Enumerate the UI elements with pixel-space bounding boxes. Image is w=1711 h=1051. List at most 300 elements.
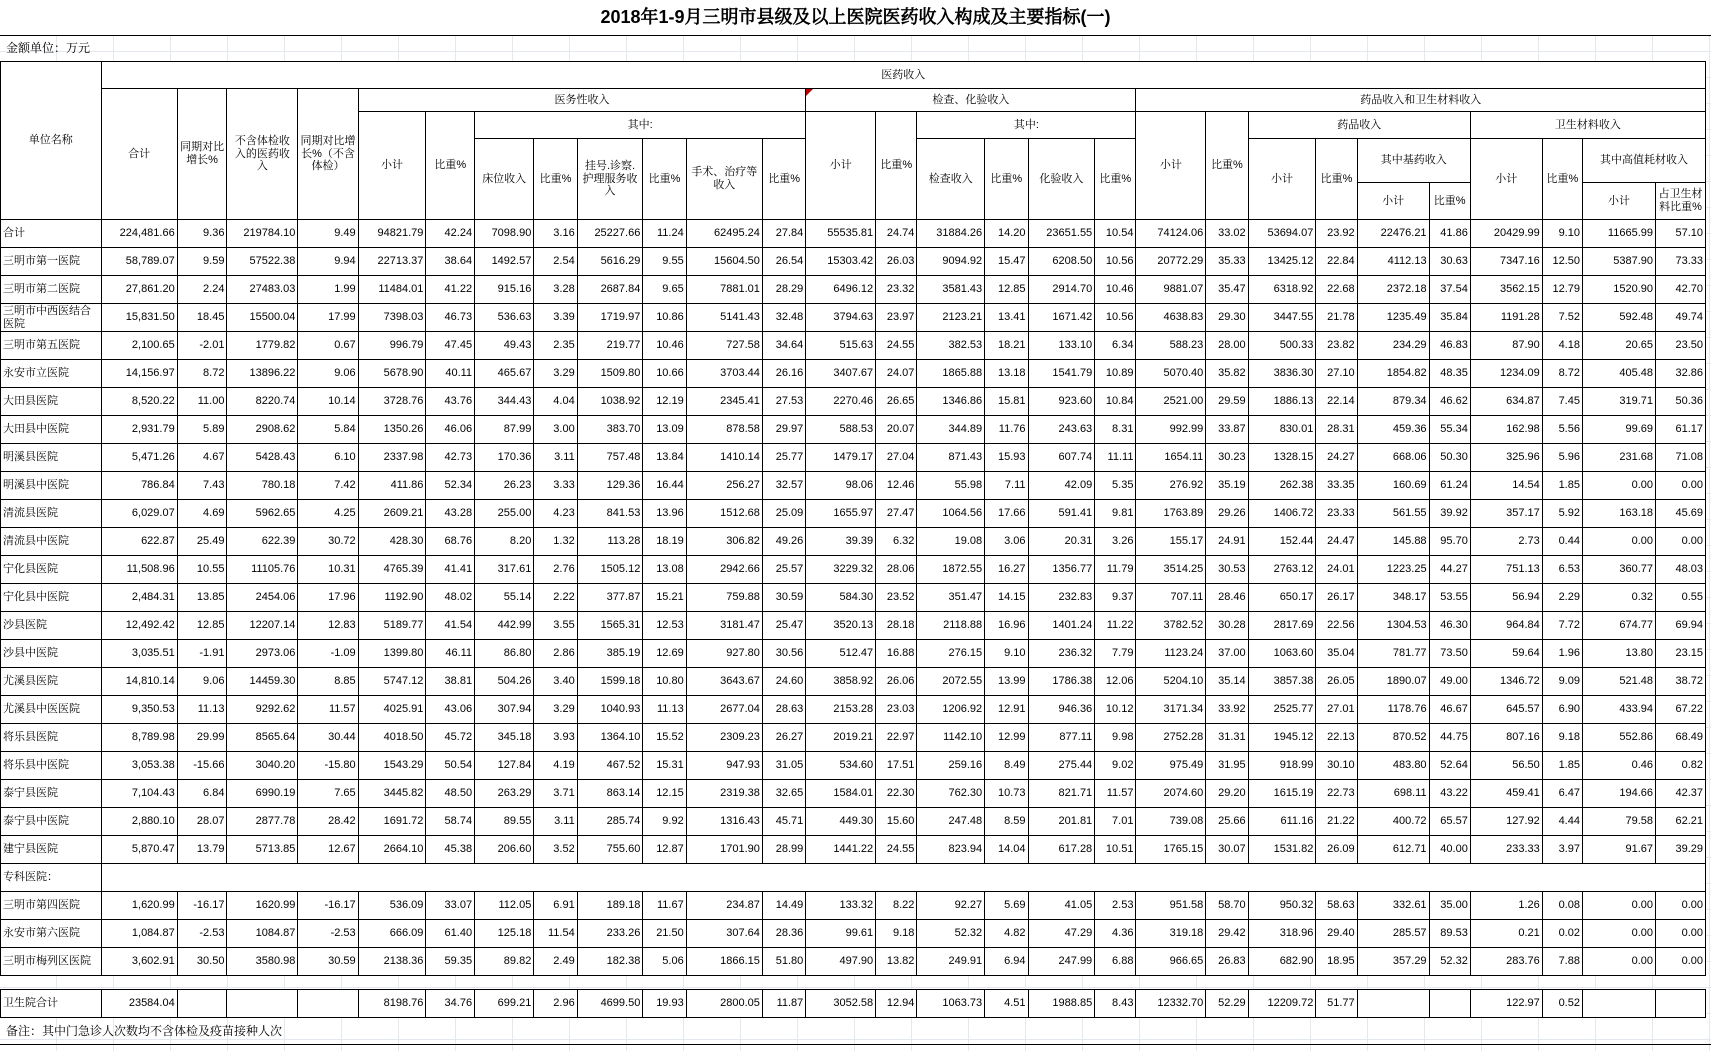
value-cell[interactable]: 592.48 [1582, 304, 1655, 332]
value-cell[interactable]: 9.65 [643, 276, 686, 304]
value-cell[interactable]: 674.77 [1582, 612, 1655, 640]
value-cell[interactable]: 30.23 [1206, 444, 1248, 472]
value-cell[interactable]: 14.20 [985, 220, 1028, 248]
value-cell[interactable]: 3.52 [534, 836, 577, 864]
value-cell[interactable]: 0.46 [1582, 752, 1655, 780]
value-cell[interactable] [1582, 990, 1655, 1018]
value-cell[interactable]: 25.77 [762, 444, 805, 472]
value-cell[interactable]: 1346.86 [917, 388, 985, 416]
value-cell[interactable]: 20.65 [1582, 332, 1655, 360]
value-cell[interactable]: 7398.03 [358, 304, 426, 332]
value-cell[interactable]: 18.45 [177, 304, 227, 332]
value-cell[interactable]: 24.01 [1316, 556, 1357, 584]
value-cell[interactable]: 22.68 [1316, 276, 1357, 304]
row-name-cell[interactable]: 沙县医院 [1, 612, 102, 640]
value-cell[interactable]: 755.60 [577, 836, 643, 864]
value-cell[interactable]: 5,471.26 [101, 444, 177, 472]
value-cell[interactable]: 4.67 [177, 444, 227, 472]
value-cell[interactable]: 56.50 [1470, 752, 1542, 780]
value-cell[interactable]: 459.36 [1357, 416, 1429, 444]
value-cell[interactable]: 41.41 [426, 556, 475, 584]
value-cell[interactable]: 1316.43 [686, 808, 762, 836]
value-cell[interactable]: 12.79 [1542, 276, 1582, 304]
value-cell[interactable]: 357.29 [1357, 948, 1429, 976]
header-jiyao-bizhong[interactable]: 比重% [1429, 183, 1470, 220]
value-cell[interactable]: 617.28 [1028, 836, 1095, 864]
header-jiancha[interactable]: 检查收入 [917, 139, 985, 220]
value-cell[interactable]: 1492.57 [475, 248, 534, 276]
value-cell[interactable]: 1615.19 [1248, 780, 1316, 808]
value-cell[interactable]: 34.64 [762, 332, 805, 360]
value-cell[interactable]: 344.89 [917, 416, 985, 444]
value-cell[interactable]: 807.16 [1470, 724, 1542, 752]
value-cell[interactable]: 2525.77 [1248, 696, 1316, 724]
value-cell[interactable]: 122.97 [1470, 990, 1542, 1018]
value-cell[interactable]: 26.03 [876, 248, 917, 276]
value-cell[interactable]: 8.43 [1095, 990, 1136, 1018]
value-cell[interactable]: 45.38 [426, 836, 475, 864]
value-cell[interactable]: 86.80 [475, 640, 534, 668]
value-cell[interactable]: 2,880.10 [101, 808, 177, 836]
value-cell[interactable]: 345.18 [475, 724, 534, 752]
header-jiyao-xiaoji[interactable]: 小计 [1357, 183, 1429, 220]
value-cell[interactable] [298, 990, 358, 1018]
value-cell[interactable]: 27.01 [1316, 696, 1357, 724]
header-yaocai-bizhong[interactable]: 比重% [1206, 112, 1248, 220]
value-cell[interactable]: 9292.62 [227, 696, 298, 724]
value-cell[interactable]: 2973.06 [227, 640, 298, 668]
value-cell[interactable]: 30.72 [298, 528, 358, 556]
value-cell[interactable]: 24.91 [1206, 528, 1248, 556]
value-cell[interactable]: 9.92 [643, 808, 686, 836]
value-cell[interactable]: 4.04 [534, 388, 577, 416]
value-cell[interactable]: 3.55 [534, 612, 577, 640]
value-cell[interactable]: 377.87 [577, 584, 643, 612]
value-cell[interactable]: 821.71 [1028, 780, 1095, 808]
value-cell[interactable]: 163.18 [1582, 500, 1655, 528]
value-cell[interactable]: 727.58 [686, 332, 762, 360]
value-cell[interactable]: 1865.88 [917, 360, 985, 388]
value-cell[interactable]: 3,602.91 [101, 948, 177, 976]
value-cell[interactable]: 1872.55 [917, 556, 985, 584]
value-cell[interactable]: 17.66 [985, 500, 1028, 528]
value-cell[interactable]: 14.15 [985, 584, 1028, 612]
value-cell[interactable]: 48.50 [426, 780, 475, 808]
value-cell[interactable]: 46.67 [1429, 696, 1470, 724]
value-cell[interactable]: 1,084.87 [101, 920, 177, 948]
value-cell[interactable]: 14.49 [762, 892, 805, 920]
value-cell[interactable]: 759.88 [686, 584, 762, 612]
value-cell[interactable]: 23584.04 [101, 990, 177, 1018]
value-cell[interactable]: 11.57 [298, 696, 358, 724]
value-cell[interactable]: 26.17 [1316, 584, 1357, 612]
value-cell[interactable]: 22.84 [1316, 248, 1357, 276]
value-cell[interactable]: 878.58 [686, 416, 762, 444]
value-cell[interactable]: 51.80 [762, 948, 805, 976]
row-name-cell[interactable]: 泰宁县中医院 [1, 808, 102, 836]
value-cell[interactable]: 483.80 [1357, 752, 1429, 780]
value-cell[interactable]: 35.82 [1206, 360, 1248, 388]
value-cell[interactable]: 7881.01 [686, 276, 762, 304]
value-cell[interactable]: 3.11 [534, 444, 577, 472]
header-yaopin-weicai[interactable]: 药品收入和卫生材料收入 [1136, 89, 1706, 112]
value-cell[interactable]: 996.79 [358, 332, 426, 360]
value-cell[interactable]: 2074.60 [1136, 780, 1206, 808]
value-cell[interactable]: 29.30 [1206, 304, 1248, 332]
value-cell[interactable]: 23.32 [876, 276, 917, 304]
value-cell[interactable]: 11.76 [985, 416, 1028, 444]
value-cell[interactable]: 7347.16 [1470, 248, 1542, 276]
value-cell[interactable]: 405.48 [1582, 360, 1655, 388]
value-cell[interactable]: 0.08 [1542, 892, 1582, 920]
value-cell[interactable]: 18.95 [1316, 948, 1357, 976]
value-cell[interactable]: 0.52 [1542, 990, 1582, 1018]
value-cell[interactable]: 7.42 [298, 472, 358, 500]
value-cell[interactable]: 1123.24 [1136, 640, 1206, 668]
value-cell[interactable]: 2.22 [534, 584, 577, 612]
value-cell[interactable]: 668.06 [1357, 444, 1429, 472]
value-cell[interactable]: 23.82 [1316, 332, 1357, 360]
value-cell[interactable]: 58.63 [1316, 892, 1357, 920]
value-cell[interactable]: 307.64 [686, 920, 762, 948]
header-yiwu-qizhong[interactable]: 其中: [475, 112, 806, 139]
value-cell[interactable]: 3782.52 [1136, 612, 1206, 640]
value-cell[interactable]: 11.79 [1095, 556, 1136, 584]
row-name-cell[interactable]: 清流县中医院 [1, 528, 102, 556]
value-cell[interactable]: 2664.10 [358, 836, 426, 864]
value-cell[interactable]: 11.24 [643, 220, 686, 248]
value-cell[interactable]: 16.44 [643, 472, 686, 500]
value-cell[interactable]: 1084.87 [227, 920, 298, 948]
value-cell[interactable]: 11105.76 [227, 556, 298, 584]
value-cell[interactable]: 3580.98 [227, 948, 298, 976]
value-cell[interactable]: 21.50 [643, 920, 686, 948]
value-cell[interactable]: 30.07 [1206, 836, 1248, 864]
value-cell[interactable]: 12.85 [985, 276, 1028, 304]
value-cell[interactable]: 317.61 [475, 556, 534, 584]
value-cell[interactable]: 8.49 [985, 752, 1028, 780]
value-cell[interactable]: 10.89 [1095, 360, 1136, 388]
value-cell[interactable]: 68.76 [426, 528, 475, 556]
value-cell[interactable]: 2,100.65 [101, 332, 177, 360]
value-cell[interactable]: 1.85 [1542, 752, 1582, 780]
value-cell[interactable]: 8198.76 [358, 990, 426, 1018]
value-cell[interactable]: 3581.43 [917, 276, 985, 304]
row-name-cell[interactable]: 三明市第一医院 [1, 248, 102, 276]
value-cell[interactable]: 966.65 [1136, 948, 1206, 976]
value-cell[interactable]: 9.37 [1095, 584, 1136, 612]
value-cell[interactable]: 3857.38 [1248, 668, 1316, 696]
value-cell[interactable]: 30.59 [298, 948, 358, 976]
header-shoushu[interactable]: 手术、治疗等收入 [686, 139, 762, 220]
value-cell[interactable]: 6.32 [876, 528, 917, 556]
header-weicai-shouru[interactable]: 卫生材料收入 [1470, 112, 1705, 139]
value-cell[interactable]: 58.70 [1206, 892, 1248, 920]
header-yiwu-shouru[interactable]: 医务性收入 [358, 89, 806, 112]
value-cell[interactable]: 35.04 [1316, 640, 1357, 668]
value-cell[interactable]: 263.29 [475, 780, 534, 808]
value-cell[interactable]: 155.17 [1136, 528, 1206, 556]
value-cell[interactable]: 11665.99 [1582, 220, 1655, 248]
value-cell[interactable]: 3,035.51 [101, 640, 177, 668]
value-cell[interactable]: 26.83 [1206, 948, 1248, 976]
value-cell[interactable]: 3836.30 [1248, 360, 1316, 388]
value-cell[interactable]: 13896.22 [227, 360, 298, 388]
value-cell[interactable]: 42.70 [1656, 276, 1706, 304]
header-weicai-bizhong[interactable]: 比重% [1542, 139, 1582, 220]
value-cell[interactable]: 10.46 [1095, 276, 1136, 304]
value-cell[interactable]: 28.18 [876, 612, 917, 640]
value-cell[interactable]: 1541.79 [1028, 360, 1095, 388]
header-chuangwei[interactable]: 床位收入 [475, 139, 534, 220]
value-cell[interactable]: 38.64 [426, 248, 475, 276]
value-cell[interactable] [227, 990, 298, 1018]
value-cell[interactable]: 2.24 [177, 276, 227, 304]
value-cell[interactable]: 79.58 [1582, 808, 1655, 836]
value-cell[interactable]: 18.19 [643, 528, 686, 556]
value-cell[interactable]: 49.00 [1429, 668, 1470, 696]
header-tongqi-buhan[interactable]: 同期对比增长%（不含体检） [298, 89, 358, 220]
value-cell[interactable]: 1.96 [1542, 640, 1582, 668]
value-cell[interactable]: 3.28 [534, 276, 577, 304]
value-cell[interactable]: 17.51 [876, 752, 917, 780]
value-cell[interactable]: 43.06 [426, 696, 475, 724]
value-cell[interactable]: 15303.42 [806, 248, 876, 276]
value-cell[interactable]: 32.57 [762, 472, 805, 500]
value-cell[interactable]: 7.52 [1542, 304, 1582, 332]
value-cell[interactable]: 1866.15 [686, 948, 762, 976]
value-cell[interactable]: 15.60 [876, 808, 917, 836]
value-cell[interactable]: 12.46 [876, 472, 917, 500]
value-cell[interactable]: 20772.29 [1136, 248, 1206, 276]
value-cell[interactable]: 4112.13 [1357, 248, 1429, 276]
value-cell[interactable]: 10.66 [643, 360, 686, 388]
value-cell[interactable]: 9,350.53 [101, 696, 177, 724]
value-cell[interactable]: 830.01 [1248, 416, 1316, 444]
value-cell[interactable]: 89.55 [475, 808, 534, 836]
value-cell[interactable]: 4.23 [534, 500, 577, 528]
value-cell[interactable]: 0.00 [1656, 528, 1706, 556]
value-cell[interactable]: 10.84 [1095, 388, 1136, 416]
value-cell[interactable]: 8.59 [985, 808, 1028, 836]
header-yaocai-xiaoji[interactable]: 小计 [1136, 112, 1206, 220]
value-cell[interactable]: 1.85 [1542, 472, 1582, 500]
value-cell[interactable]: 9.18 [1542, 724, 1582, 752]
value-cell[interactable]: 1328.15 [1248, 444, 1316, 472]
value-cell[interactable]: 698.11 [1357, 780, 1429, 808]
value-cell[interactable]: 32.48 [762, 304, 805, 332]
value-cell[interactable]: 4.82 [985, 920, 1028, 948]
value-cell[interactable]: 6.47 [1542, 780, 1582, 808]
value-cell[interactable]: 1178.76 [1357, 696, 1429, 724]
value-cell[interactable]: 47.29 [1028, 920, 1095, 948]
value-cell[interactable]: 74124.06 [1136, 220, 1206, 248]
value-cell[interactable]: 584.30 [806, 584, 876, 612]
value-cell[interactable]: 762.30 [917, 780, 985, 808]
header-tongqi-zengzhang[interactable]: 同期对比增长% [177, 89, 227, 220]
value-cell[interactable]: 12.06 [1095, 668, 1136, 696]
value-cell[interactable]: 46.11 [426, 640, 475, 668]
value-cell[interactable]: 62.21 [1656, 808, 1706, 836]
value-cell[interactable]: 29.42 [1206, 920, 1248, 948]
value-cell[interactable]: 15.47 [985, 248, 1028, 276]
value-cell[interactable]: 12,492.42 [101, 612, 177, 640]
value-cell[interactable]: 4.69 [177, 500, 227, 528]
value-cell[interactable]: 24.55 [876, 332, 917, 360]
row-name-cell[interactable]: 三明市梅列区医院 [1, 948, 102, 976]
value-cell[interactable]: 14,810.14 [101, 668, 177, 696]
value-cell[interactable]: 2.53 [1095, 892, 1136, 920]
row-name-cell[interactable]: 专科医院： [1, 864, 102, 892]
value-cell[interactable]: -2.53 [298, 920, 358, 948]
value-cell[interactable]: 31.31 [1206, 724, 1248, 752]
value-cell[interactable]: 504.26 [475, 668, 534, 696]
value-cell[interactable]: 3407.67 [806, 360, 876, 388]
value-cell[interactable]: 3643.67 [686, 668, 762, 696]
value-cell[interactable]: 9.49 [298, 220, 358, 248]
value-cell[interactable]: 23.33 [1316, 500, 1357, 528]
value-cell[interactable]: 35.47 [1206, 276, 1248, 304]
value-cell[interactable]: 0.00 [1582, 920, 1655, 948]
value-cell[interactable]: 27.47 [876, 500, 917, 528]
value-cell[interactable]: 182.38 [577, 948, 643, 976]
value-cell[interactable]: 11.22 [1095, 612, 1136, 640]
value-cell[interactable]: 12.69 [643, 640, 686, 668]
value-cell[interactable]: 28.31 [1316, 416, 1357, 444]
value-cell[interactable] [1357, 990, 1429, 1018]
value-cell[interactable]: 24.60 [762, 668, 805, 696]
value-cell[interactable]: 25.49 [177, 528, 227, 556]
value-cell[interactable]: 10.12 [1095, 696, 1136, 724]
value-cell[interactable]: 133.10 [1028, 332, 1095, 360]
value-cell[interactable]: 243.63 [1028, 416, 1095, 444]
value-cell[interactable]: 1142.10 [917, 724, 985, 752]
value-cell[interactable]: 0.00 [1582, 472, 1655, 500]
value-cell[interactable]: 382.53 [917, 332, 985, 360]
value-cell[interactable]: 1505.12 [577, 556, 643, 584]
value-cell[interactable]: 7.11 [985, 472, 1028, 500]
value-cell[interactable]: 33.35 [1316, 472, 1357, 500]
value-cell[interactable]: 170.36 [475, 444, 534, 472]
value-cell[interactable]: 23.50 [1656, 332, 1706, 360]
value-cell[interactable]: 92.27 [917, 892, 985, 920]
value-cell[interactable]: 234.87 [686, 892, 762, 920]
row-name-cell[interactable]: 沙县中医院 [1, 640, 102, 668]
value-cell[interactable]: 2.49 [534, 948, 577, 976]
value-cell[interactable]: 4018.50 [358, 724, 426, 752]
value-cell[interactable]: 73.50 [1429, 640, 1470, 668]
value-cell[interactable]: 3040.20 [227, 752, 298, 780]
value-cell[interactable]: 26.54 [762, 248, 805, 276]
value-cell[interactable]: 1719.97 [577, 304, 643, 332]
value-cell[interactable]: 283.76 [1470, 948, 1542, 976]
value-cell[interactable]: 433.94 [1582, 696, 1655, 724]
value-cell[interactable]: 45.72 [426, 724, 475, 752]
value-cell[interactable]: 25227.66 [577, 220, 643, 248]
value-cell[interactable]: 247.99 [1028, 948, 1095, 976]
value-cell[interactable]: 13.85 [177, 584, 227, 612]
value-cell[interactable]: 28.06 [876, 556, 917, 584]
value-cell[interactable]: 3.40 [534, 668, 577, 696]
value-cell[interactable]: 29.26 [1206, 500, 1248, 528]
value-cell[interactable]: 5189.77 [358, 612, 426, 640]
header-buhan-tijian[interactable]: 不含体检收入的医药收入 [227, 89, 298, 220]
value-cell[interactable]: 4699.50 [577, 990, 643, 1018]
value-cell[interactable]: 5747.12 [358, 668, 426, 696]
value-cell[interactable]: 10.14 [298, 388, 358, 416]
value-cell[interactable]: 234.29 [1357, 332, 1429, 360]
value-cell[interactable]: 99.69 [1582, 416, 1655, 444]
value-cell[interactable]: 39.39 [806, 528, 876, 556]
value-cell[interactable]: 2.29 [1542, 584, 1582, 612]
value-cell[interactable]: 699.21 [475, 990, 534, 1018]
value-cell[interactable]: 385.19 [577, 640, 643, 668]
value-cell[interactable]: 28.42 [298, 808, 358, 836]
value-cell[interactable]: 232.83 [1028, 584, 1095, 612]
value-cell[interactable]: 870.52 [1357, 724, 1429, 752]
value-cell[interactable]: 1038.92 [577, 388, 643, 416]
value-cell[interactable]: 48.35 [1429, 360, 1470, 388]
value-cell[interactable]: 2118.88 [917, 612, 985, 640]
value-cell[interactable]: 42.24 [426, 220, 475, 248]
value-cell[interactable]: 0.00 [1656, 920, 1706, 948]
value-cell[interactable]: 2817.69 [1248, 612, 1316, 640]
value-cell[interactable]: 3.06 [985, 528, 1028, 556]
value-cell[interactable]: 442.99 [475, 612, 534, 640]
value-cell[interactable]: 5141.43 [686, 304, 762, 332]
value-cell[interactable]: -2.01 [177, 332, 227, 360]
value-cell[interactable]: 94821.79 [358, 220, 426, 248]
value-cell[interactable]: 622.87 [101, 528, 177, 556]
value-cell[interactable]: 4.51 [985, 990, 1028, 1018]
value-cell[interactable]: 1654.11 [1136, 444, 1206, 472]
value-cell[interactable]: 1304.53 [1357, 612, 1429, 640]
value-cell[interactable]: 2752.28 [1136, 724, 1206, 752]
header-heji[interactable]: 合计 [101, 89, 177, 220]
value-cell[interactable]: 512.47 [806, 640, 876, 668]
value-cell[interactable]: 2.35 [534, 332, 577, 360]
value-cell[interactable]: 10.55 [177, 556, 227, 584]
value-cell[interactable]: 28.46 [1206, 584, 1248, 612]
header-weicai-xiaoji[interactable]: 小计 [1470, 139, 1542, 220]
value-cell[interactable]: 5070.40 [1136, 360, 1206, 388]
value-cell[interactable]: 757.48 [577, 444, 643, 472]
value-cell[interactable]: 62495.24 [686, 220, 762, 248]
value-cell[interactable]: 49.26 [762, 528, 805, 556]
value-cell[interactable]: 650.17 [1248, 584, 1316, 612]
value-cell[interactable]: 1520.90 [1582, 276, 1655, 304]
value-cell[interactable]: 2763.12 [1248, 556, 1316, 584]
value-cell[interactable]: 23.15 [1656, 640, 1706, 668]
value-cell[interactable]: 383.70 [577, 416, 643, 444]
value-cell[interactable]: 3.11 [534, 808, 577, 836]
value-cell[interactable]: 42.37 [1656, 780, 1706, 808]
value-cell[interactable]: -16.17 [177, 892, 227, 920]
value-cell[interactable]: 0.00 [1656, 892, 1706, 920]
value-cell[interactable]: 11.67 [643, 892, 686, 920]
value-cell[interactable]: 1234.09 [1470, 360, 1542, 388]
value-cell[interactable]: 9.06 [177, 668, 227, 696]
value-cell[interactable]: 13.99 [985, 668, 1028, 696]
value-cell[interactable]: 49.74 [1656, 304, 1706, 332]
value-cell[interactable]: 2153.28 [806, 696, 876, 724]
value-cell[interactable]: 536.09 [358, 892, 426, 920]
value-cell[interactable]: 19.93 [643, 990, 686, 1018]
value-cell[interactable]: 6.10 [298, 444, 358, 472]
value-cell[interactable]: 24.27 [1316, 444, 1357, 472]
value-cell[interactable]: 26.16 [762, 360, 805, 388]
value-cell[interactable]: 1364.10 [577, 724, 643, 752]
